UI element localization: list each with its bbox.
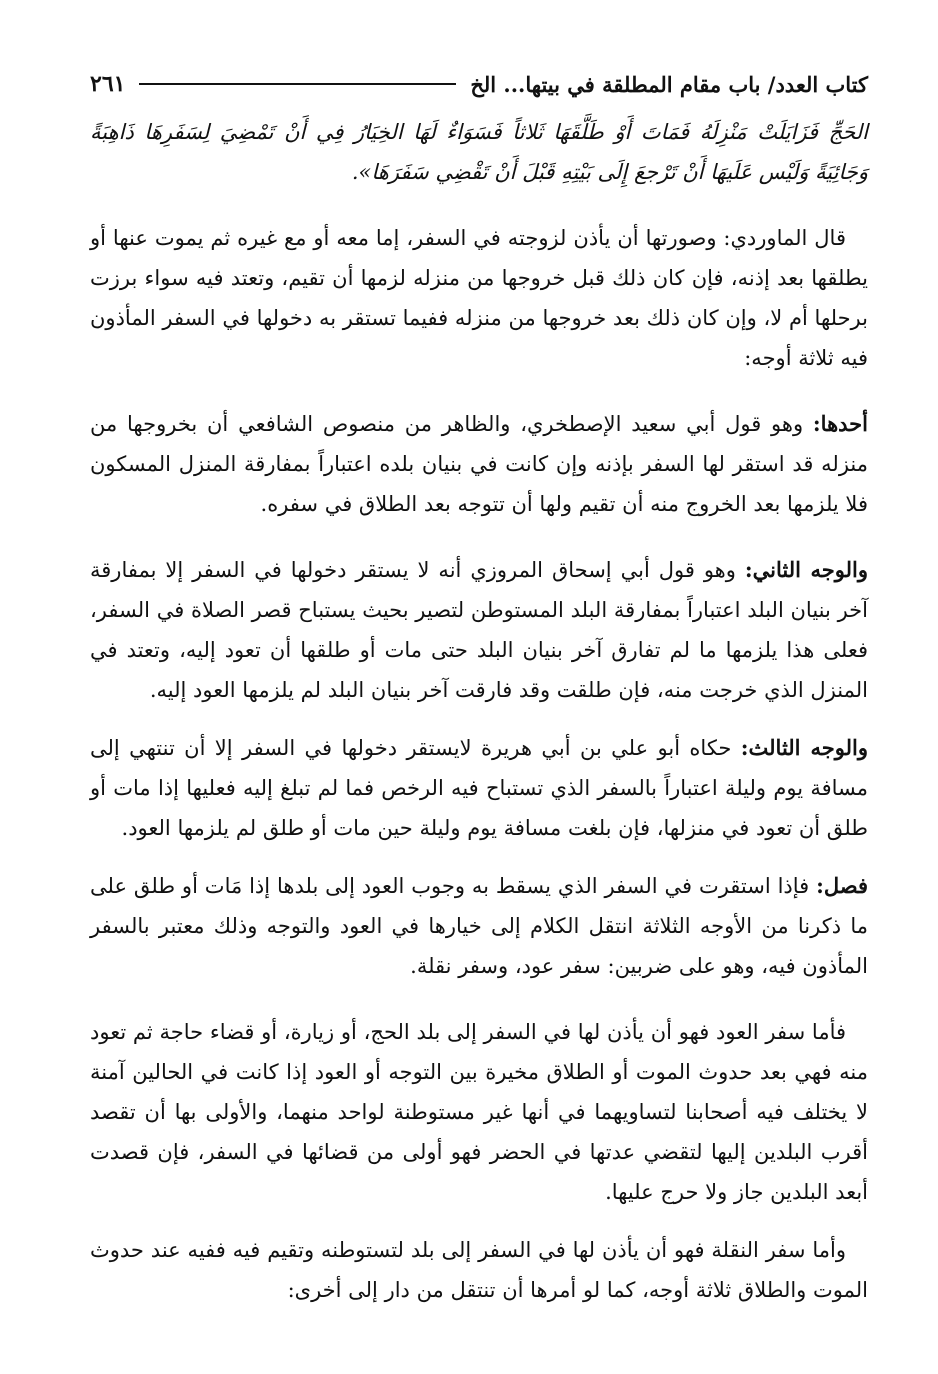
paragraph-lead: أحدها: <box>812 411 868 436</box>
paragraph-text: فإذا استقرت في السفر الذي يسقط به وجوب العود إلى بلدها إذا مَات أو طلق على ما ذكرنا من الأوجه الثلاثة انتقل الكلام إلى خيارها في العود والتوجه وذلك معتبر بالسفر المأذون فيه، وهو على ضربين: سفر عود، وسفر نقلة. <box>90 874 868 978</box>
paragraph-text: حكاه أبو علي بن أبي هريرة لايستقر دخولها في السفر إلا أن تنتهي إلى مسافة يوم وليلة اعتباراً بالسفر الذي تستباح فيه الرخص فما لم تبلغ إليه فعليها إذا مات أو طلق أن تعود في منزلها، فإن بلغت مسافة يوم وليلة حين مات أو طلق لم يلزمها العود. <box>90 736 868 840</box>
running-title: كتاب العدد/ باب مقام المطلقة في بيتها... الخ <box>470 71 868 97</box>
header-rule <box>139 83 456 85</box>
paragraph-text: فأما سفر العود فهو أن يأذن لها في السفر إلى بلد الحج، أو زيارة، أو قضاء حاجة ثم تعود منه فهي بعد حدوث الموت أو الطلاق مخيرة بين التوجه أو العود إذا كانت في الحالين آمنة لا يختلف فيه أصحابنا لتساويهما في أنها غير مستوطنة لواحد منهما، والأولى بها أن تقصد أقرب البلدين إليها لتقضي عدتها في الحضر فهو أولى من قضائها في السفر، فإن قصدت أبعد البلدين جاز ولا حرج عليها. <box>90 1020 868 1204</box>
paragraph-hadith-ending <box>90 112 868 192</box>
paragraph-first-view <box>90 404 868 524</box>
paragraph-text: وهو قول أبي سعيد الإصطخري، والظاهر من منصوص الشافعي أن بخروجها من منزله قد استقر لها السفر بإذنه وإن كانت في بنيان بلده اعتباراً بمفارقة المنزل المسكون فلا يلزمها بعد الخروج منه أن تقيم ولها أن تتوجه بعد الطلاق في سفره. <box>90 412 868 516</box>
paragraph-text: وهو قول أبي إسحاق المروزي أنه لا يستقر دخولها في السفر إلا بمفارقة آخر بنيان البلد اعتباراً بمفارقة البلد المستوطن لتصير بحيث يستباح قصر الصلاة في السفر، فعلى هذا يلزمها ما لم تفارق آخر بنيان البلد حتى مات أو طلقها أن تعود إليه، وتعتد في المنزل الذي خرجت منه، فإن طلقت وقد فارقت آخر بنيان البلد لم يلزمها العود إليه. <box>90 558 868 702</box>
paragraph-return-travel <box>90 1012 868 1212</box>
paragraph-lead: فصل: <box>816 873 868 898</box>
paragraph-text: وأما سفر النقلة فهو أن يأذن لها في السفر إلى بلد لتستوطنه وتقيم فيه ففيه عند حدوث الموت والطلاق ثلاثة أوجه، كما لو أمرها أن تنتقل من دار إلى أخرى: <box>90 1238 868 1302</box>
paragraph-second-view <box>90 550 868 710</box>
paragraph-lead: والوجه الثالث: <box>740 735 868 760</box>
paragraph-text: الحَجِّ فَزَايَلَتْ مَنْزِلَهُ فَمَاتَ أَوْ طَلَّقَهَا ثَلاثاً فَسَوَاءٌ لَهَا الخِيَارُ فِي أَنْ تَمْضِيَ لِسَفَرِهَا ذَاهِبَةً وَجَائِيَةً وَلَيْس عَلَيهَا أَنْ تَرْجعَ إِلَى بَيْتِهِ قَبْلَ أَنْ تَقْضِي سَفَرَهَا». <box>90 120 868 184</box>
paragraph-lead: والوجه الثاني: <box>744 557 868 582</box>
paragraph-relocation-travel <box>90 1230 868 1310</box>
page-header <box>90 64 868 104</box>
paragraph-section <box>90 866 868 986</box>
paragraph-text: قال الماوردي: وصورتها أن يأذن لزوجته في السفر، إما معه أو مع غيره ثم يموت عنها أو يطلقها بعد إذنه، فإن كان ذلك قبل خروجها من منزله لزمها أن تقيم، وتعتد فيه سواء برزت برحلها أم لا، وإن كان ذلك بعد خروجها من منزله ففيما تستقر به دخولها في السفر المأذون فيه ثلاثة أوجه: <box>90 226 868 370</box>
page-number: ٢٦١ <box>90 71 126 97</box>
paragraph-third-view <box>90 728 868 848</box>
paragraph-mawardi <box>90 218 868 378</box>
page-body <box>90 112 868 1310</box>
